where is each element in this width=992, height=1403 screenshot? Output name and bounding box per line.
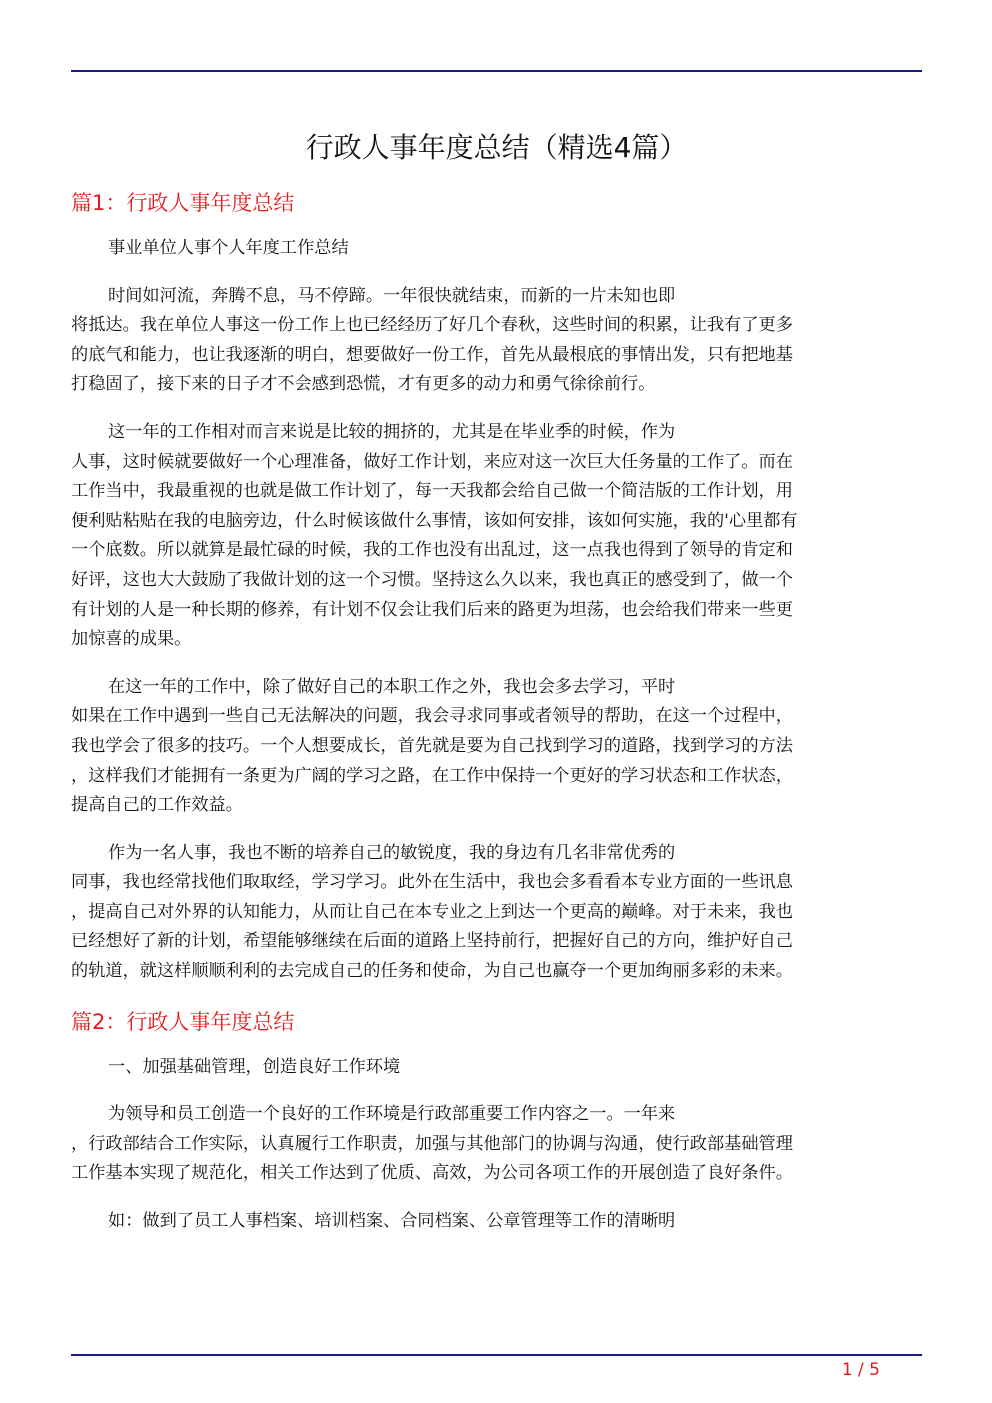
paragraph: [71, 282, 922, 400]
paragraph-line: 将抵达。我在单位人事这一份工作上也已经经历了好几个春秋，这些时间的积累，让我有了更多: [71, 315, 793, 336]
paragraph-line: ，这样我们才能拥有一条更为广阔的学习之路，在工作中保持一个更好的学习状态和工作状态，: [71, 765, 793, 786]
paragraph-line: 事业单位人事个人年度工作总结: [108, 238, 349, 258]
paragraph-line: 工作基本实现了规范化，相关工作达到了优质、高效，为公司各项工作的开展创造了良好条件。: [71, 1163, 793, 1184]
header-rule: [71, 70, 922, 72]
footer-rule: [71, 1354, 922, 1356]
paragraph-line: 人事，这时候就要做好一个心理准备，做好工作计划，来应对这一次巨大任务量的工作了。而在: [71, 451, 793, 472]
section-heading: 篇1：行政人事年度总结: [71, 191, 295, 215]
paragraph-line: 时间如河流，奔腾不息，马不停蹄。一年很快就结束，而新的一片未知也即: [108, 285, 676, 306]
paragraph-line: 我也学会了很多的技巧。一个人想要成长，首先就是要为自己找到学习的道路，找到学习的方法: [71, 735, 793, 756]
paragraph-line: 有计划的人是一种长期的修养，有计划不仅会让我们后来的路更为坦荡，也会给我们带来一些更: [71, 599, 793, 620]
page-title: 行政人事年度总结（精选4篇）: [305, 131, 688, 164]
paragraph: [71, 1100, 922, 1189]
paragraph: [71, 1053, 922, 1083]
paragraph: [71, 1207, 922, 1237]
paragraph: [71, 839, 922, 987]
paragraph-line: ，提高自己对外界的认知能力，从而让自己在本专业之上到达一个更高的巅峰。对于未来，我也: [71, 901, 793, 922]
paragraph-line: 的轨道，就这样顺顺利利的去完成自己的任务和使命，为自己也赢夺一个更加绚丽多彩的未来。: [71, 961, 793, 982]
paragraph-line: 提高自己的工作效益。: [71, 795, 243, 816]
paragraph-line: 为领导和员工创造一个良好的工作环境是行政部重要工作内容之一。一年来: [108, 1104, 676, 1125]
page-number: 1 / 5: [841, 1360, 880, 1380]
paragraph-line: 好评，这也大大鼓励了我做计划的这一个习惯。坚持这么久以来，我也真正的感受到了，做一个: [71, 569, 793, 590]
paragraph-line: 打稳固了，接下来的日子才不会感到恐慌，才有更多的动力和勇气徐徐前行。: [71, 374, 656, 395]
paragraph: [71, 234, 922, 264]
paragraph-line: 作为一名人事，我也不断的培养自己的敏锐度，我的身边有几名非常优秀的: [108, 842, 676, 863]
paragraph-line: 已经想好了新的计划，希望能够继续在后面的道路上坚持前行，把握好自己的方向，维护好自己: [71, 931, 793, 952]
paragraph-line: 在这一年的工作中，除了做好自己的本职工作之外，我也会多去学习，平时: [108, 676, 676, 697]
document-body: [71, 186, 922, 1255]
paragraph-line: ，行政部结合工作实际，认真履行工作职责，加强与其他部门的协调与沟通，使行政部基础管理: [71, 1133, 793, 1154]
paragraph-line: 一个底数。所以就算是最忙碌的时候，我的工作也没有出乱过，这一点我也得到了领导的肯定和: [71, 540, 793, 561]
paragraph: [71, 418, 922, 655]
paragraph-line: 一、加强基础管理，创造良好工作环境: [108, 1056, 401, 1077]
paragraph-line: 如：做到了员工人事档案、培训档案、合同档案、公章管理等工作的清晰明: [108, 1211, 676, 1232]
paragraph-line: 这一年的工作相对而言来说是比较的拥挤的，尤其是在毕业季的时候，作为: [108, 421, 676, 442]
paragraph-line: 如果在工作中遇到一些自己无法解决的问题，我会寻求同事或者领导的帮助，在这一个过程中，: [71, 706, 793, 727]
paragraph-line: 工作当中，我最重视的也就是做工作计划了，每一天我都会给自己做一个简洁版的工作计划，用: [71, 481, 793, 502]
paragraph-line: 便利贴粘贴在我的电脑旁边，什么时候该做什么事情，该如何安排，该如何实施，我的'心里都有: [71, 510, 798, 531]
section-heading: 篇2：行政人事年度总结: [71, 1009, 295, 1034]
paragraph-line: 同事，我也经常找他们取取经，学习学习。此外在生活中，我也会多看看本专业方面的一些讯息: [71, 872, 793, 893]
paragraph-line: 的底气和能力，也让我逐渐的明白，想要做好一份工作，首先从最根底的事情出发，只有把地基: [71, 344, 793, 365]
paragraph: [71, 673, 922, 821]
paragraph-line: 加惊喜的成果。: [71, 629, 192, 650]
